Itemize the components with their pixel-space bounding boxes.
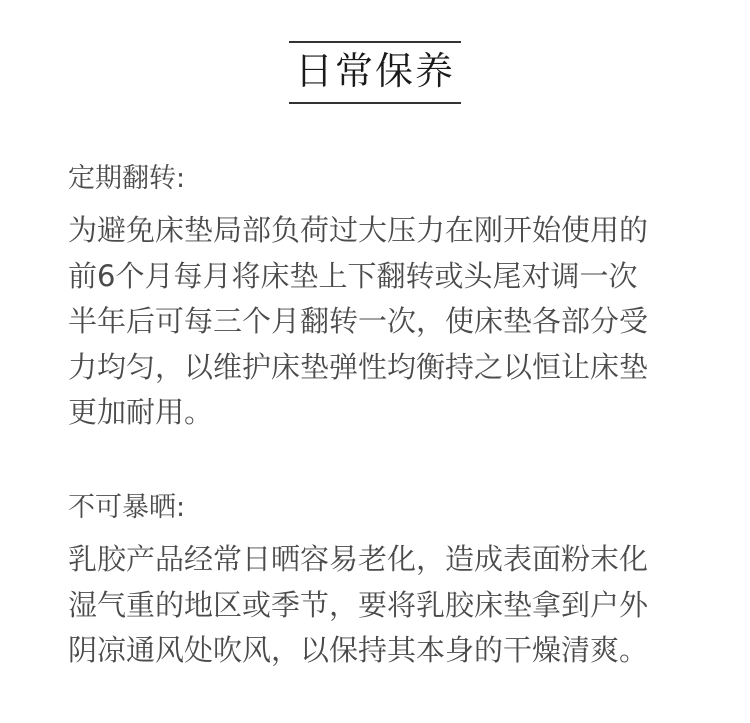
section-sun (68, 490, 688, 674)
section-flip (68, 161, 688, 436)
section-heading: 不可暴晒: (68, 492, 186, 523)
paragraph-line: 力均匀，以维护床垫弹性均衡持之以恒让床垫 (68, 349, 649, 384)
paragraph-line: 为避免床垫局部负荷过大压力在刚开始使用的 (68, 213, 649, 247)
paragraph-line: 阴凉通风处吹风，以保持其本身的干燥清爽。 (68, 633, 649, 667)
paragraph-line: 前6个月每月将床垫上下翻转或头尾对调一次 (68, 258, 638, 293)
paragraph-line: 半年后可每三个月翻转一次，使床垫各部分受 (68, 304, 649, 338)
paragraph-line: 乳胶产品经常日晒容易老化，造成表面粉末化 (68, 542, 649, 576)
page-title: 日常保养 (289, 41, 461, 104)
paragraph-line: 更加耐用。 (68, 395, 214, 429)
section-heading: 定期翻转: (68, 163, 186, 194)
paragraph-line: 湿气重的地区或季节，要将乳胶床垫拿到户外 (68, 587, 649, 622)
title-wrap (0, 41, 750, 104)
